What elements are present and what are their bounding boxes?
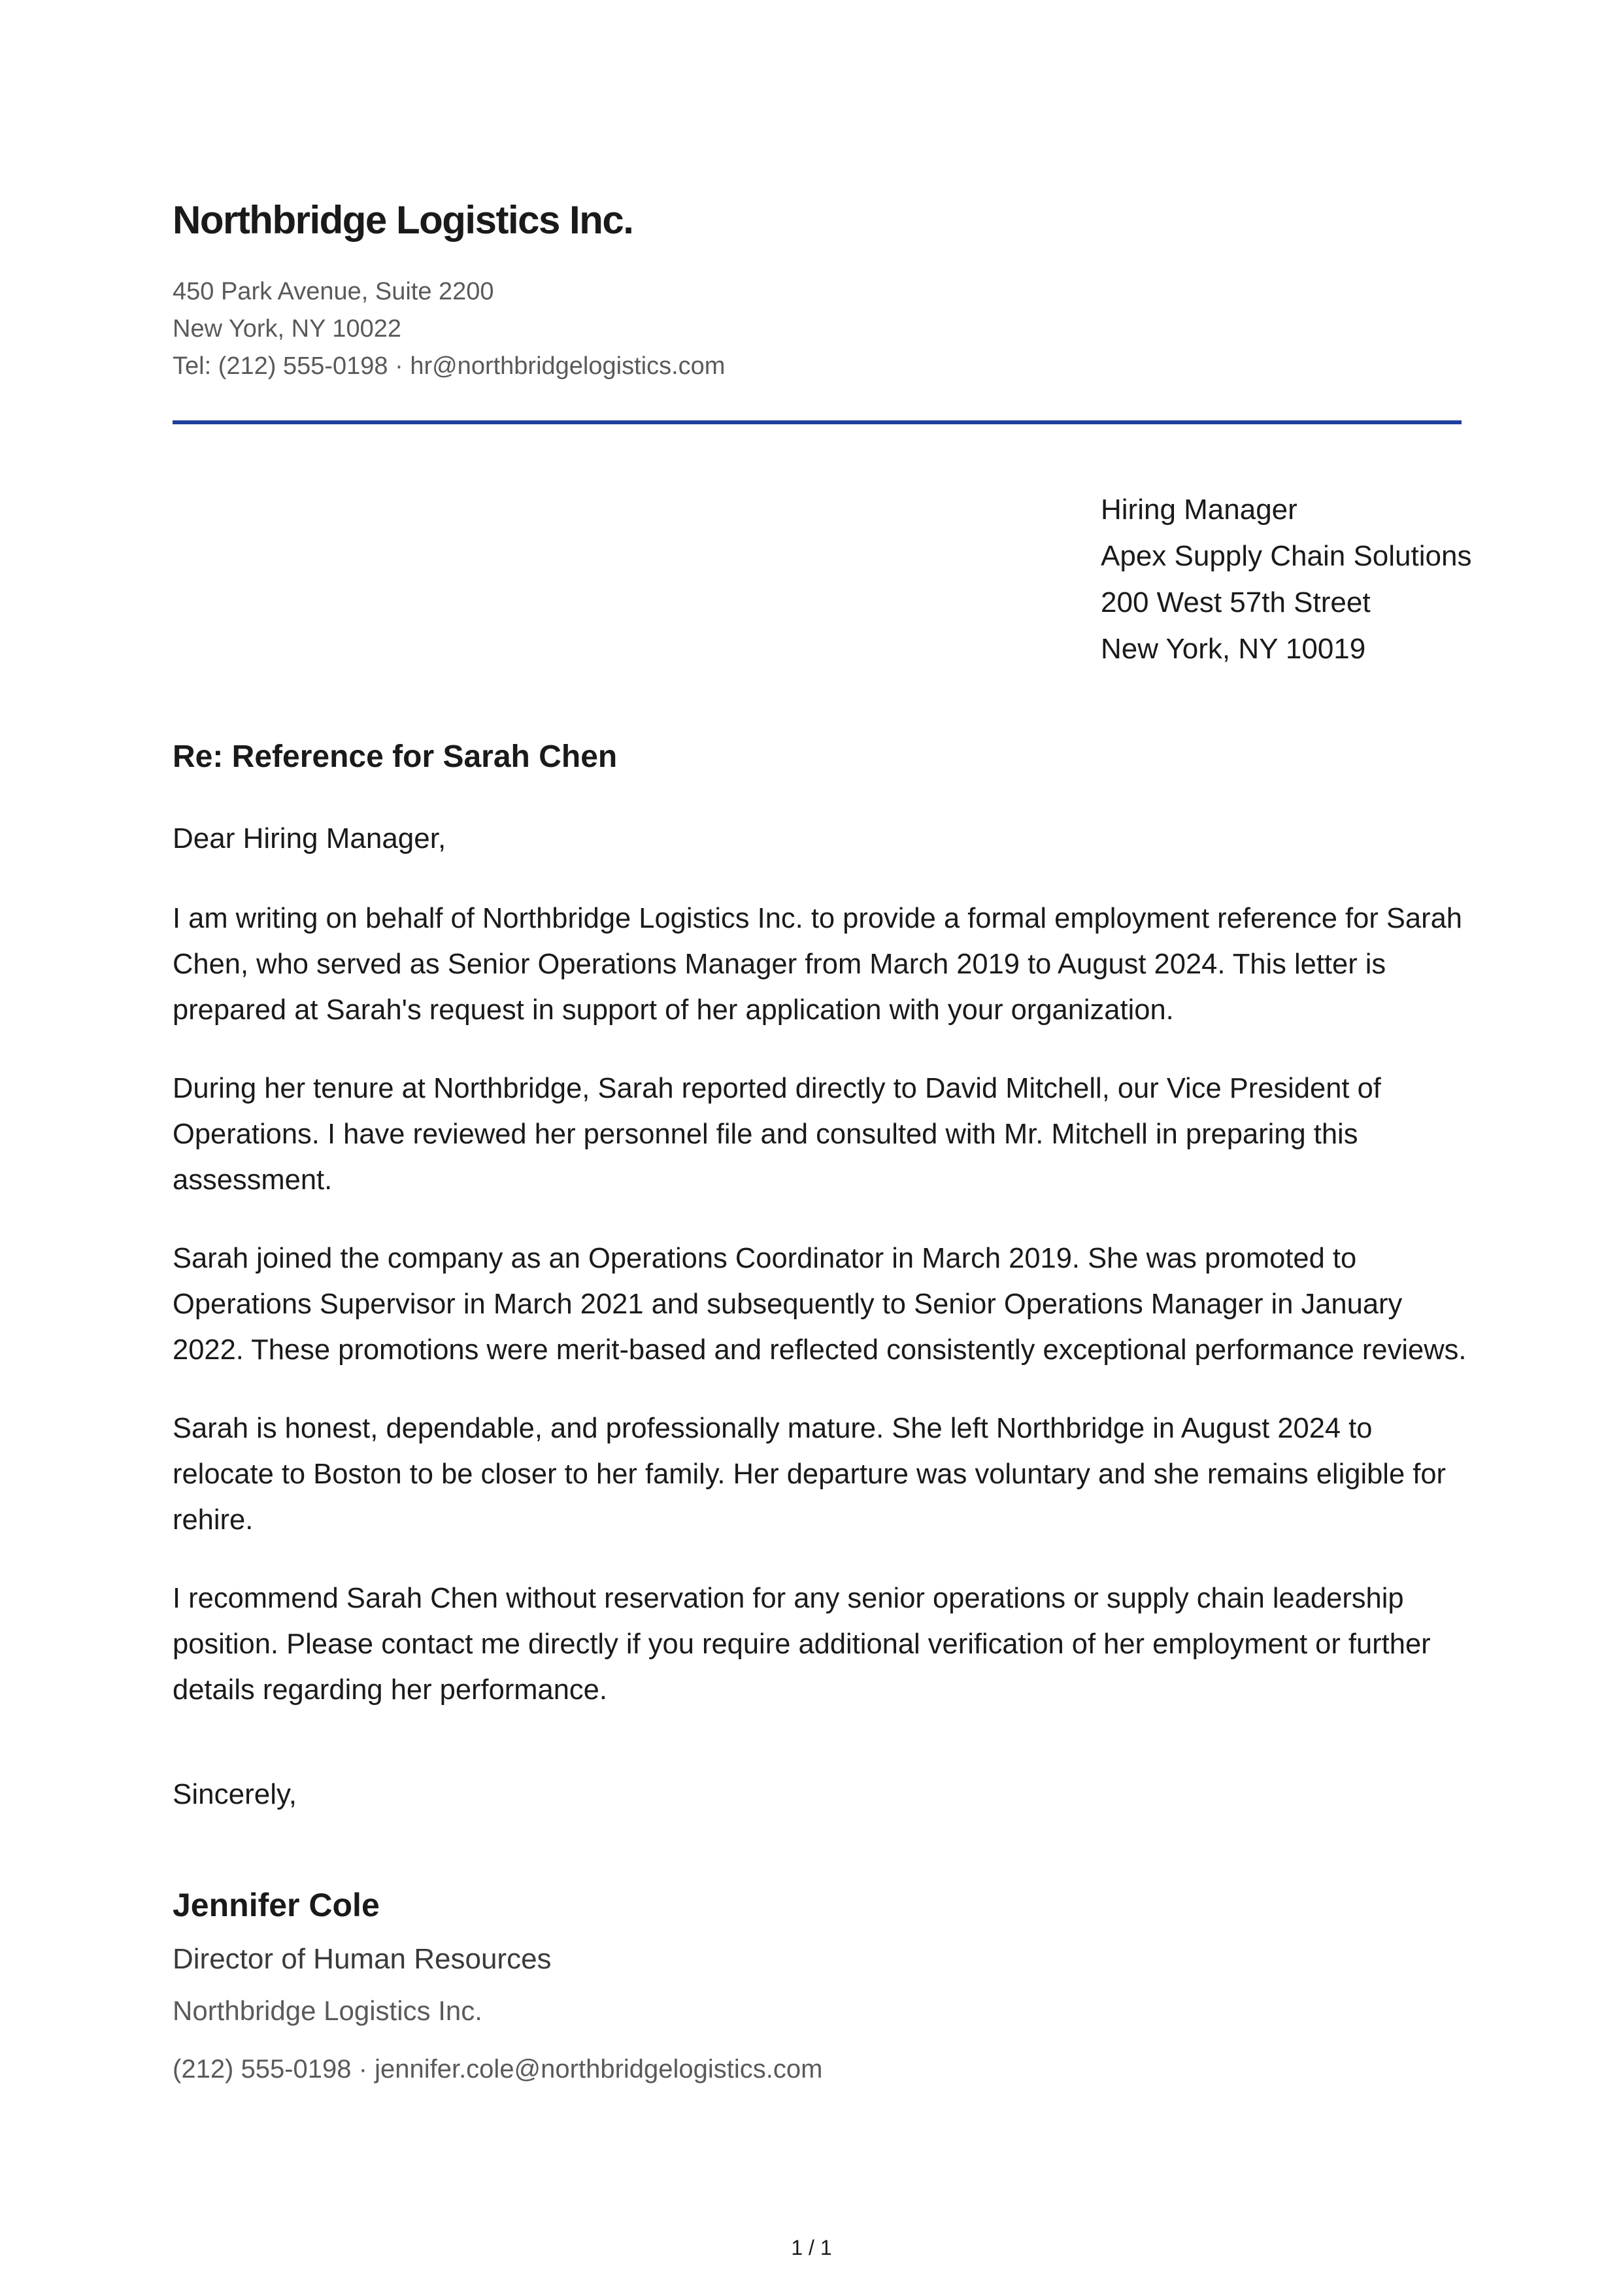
body-paragraph-4: Sarah is honest, dependable, and professionally mature. She left Northbridge in August 2024 to relocate to Boston to be closer to her family. Her departure was voluntary and she remains eligible for rehire. — [173, 1413, 1447, 1536]
subject-line: Re: Reference for Sarah Chen — [173, 739, 618, 774]
signer-contact: (212) 555-0198 · jennifer.cole@northbridgelogistics.com — [173, 2055, 823, 2084]
company-contact-block — [173, 273, 725, 385]
recipient-line-4: New York, NY 10019 — [1101, 633, 1366, 665]
salutation: Dear Hiring Manager, — [173, 822, 446, 854]
body-paragraph-5: I recommend Sarah Chen without reservation for any senior operations or supply chain leadership position. Please contact me directly if you require additional verification of her employment or further details regarding her performance. — [173, 1583, 1431, 1706]
recipient-line-1: Hiring Manager — [1101, 494, 1297, 526]
closing: Sincerely, — [173, 1778, 297, 1810]
company-address-line-2: New York, NY 10022 — [173, 315, 401, 343]
body-paragraph-1: I am writing on behalf of Northbridge Logistics Inc. to provide a formal employment reference for Sarah Chen, who served as Senior Operations Manager from March 2019 to August 2024. This letter is prepared at Sarah's request in support of her application with your organization. — [173, 903, 1462, 1026]
recipient-line-2: Apex Supply Chain Solutions — [1101, 540, 1472, 572]
company-address-line-1: 450 Park Avenue, Suite 2200 — [173, 278, 494, 305]
signer-name: Jennifer Cole — [173, 1887, 380, 1923]
company-contact-line: Tel: (212) 555-0198 · hr@northbridgelogistics.com — [173, 352, 726, 380]
recipient-line-3: 200 West 57th Street — [1101, 586, 1371, 618]
recipient-address-block — [1101, 486, 1471, 672]
body-paragraph-3: Sarah joined the company as an Operations Coordinator in March 2019. She was promoted to Operations Supervisor in March 2021 and subsequently to Senior Operations Manager in January 2022. These promotions were merit-based and reflected consistently exceptional performance reviews. — [173, 1243, 1467, 1366]
signer-title: Director of Human Resources — [173, 1943, 552, 1975]
letterhead-divider — [173, 420, 1462, 424]
signer-company: Northbridge Logistics Inc. — [173, 1995, 482, 2026]
letter-body — [173, 896, 1467, 1746]
body-paragraph-2: During her tenure at Northbridge, Sarah reported directly to David Mitchell, our Vice President of Operations. I have reviewed her personnel file and consulted with Mr. Mitchell in preparing this assessment. — [173, 1073, 1381, 1196]
page-number: 1 / 1 — [791, 2236, 832, 2259]
company-name: Northbridge Logistics Inc. — [173, 198, 633, 242]
